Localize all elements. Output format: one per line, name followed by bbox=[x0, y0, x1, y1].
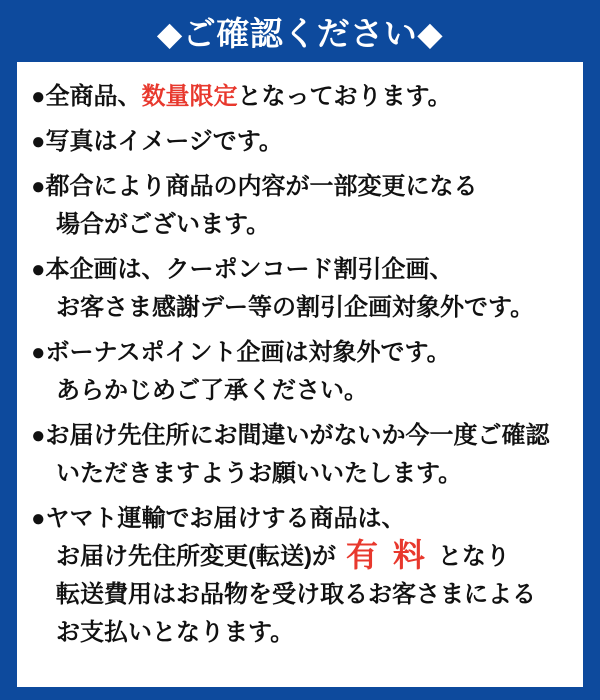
bullet-icon: ● bbox=[31, 83, 46, 110]
notice-text: あらかじめご了承ください。 bbox=[56, 377, 368, 404]
notice-text: お支払いとなります。 bbox=[56, 619, 295, 646]
notice-text: お客さま感謝デー等の割引企画対象外です。 bbox=[56, 294, 535, 321]
highlighted-text: 有 料 bbox=[345, 537, 428, 573]
notice-text: 都合により商品の内容が一部変更になる bbox=[45, 173, 478, 200]
bullet-icon: ● bbox=[31, 256, 46, 283]
notice-text: お届け先住所変更(転送)が bbox=[56, 543, 336, 570]
notice-text: となっております。 bbox=[237, 83, 452, 110]
notice-text: いただきますようお願いいたします。 bbox=[56, 460, 463, 487]
bullet-icon: ● bbox=[31, 173, 46, 200]
notice-panel bbox=[17, 62, 583, 687]
notice-text: となり bbox=[437, 543, 510, 570]
notice-item bbox=[31, 417, 573, 493]
bullet-icon: ● bbox=[31, 505, 46, 532]
notice-item bbox=[31, 168, 573, 244]
bullet-icon: ● bbox=[31, 128, 46, 155]
notice-list bbox=[31, 78, 573, 652]
notice-item bbox=[31, 78, 573, 116]
notice-text: 写真はイメージです。 bbox=[45, 128, 283, 155]
notice-item bbox=[31, 251, 573, 327]
notice-text: ボーナスポイント企画は対象外です。 bbox=[45, 339, 451, 366]
notice-text: ヤマト運輸でお届けする商品は、 bbox=[45, 505, 406, 532]
bullet-icon: ● bbox=[31, 339, 46, 366]
notice-text: 場合がございます。 bbox=[56, 211, 271, 238]
notice-item bbox=[31, 334, 573, 410]
highlighted-text: 数量限定 bbox=[141, 83, 238, 110]
banner-title: ◆ご確認ください◆ bbox=[156, 14, 444, 52]
notice-item bbox=[31, 500, 573, 652]
notice-text: 本企画は、クーポンコード割引企画、 bbox=[45, 256, 454, 283]
notice-text: 転送費用はお品物を受け取るお客さまによる bbox=[56, 581, 536, 608]
notice-text: お届け先住所にお間違いがないか今一度ご確認 bbox=[45, 422, 550, 449]
notice-text: 全商品、 bbox=[45, 83, 142, 110]
bullet-icon: ● bbox=[31, 422, 46, 449]
notice-item bbox=[31, 123, 573, 161]
